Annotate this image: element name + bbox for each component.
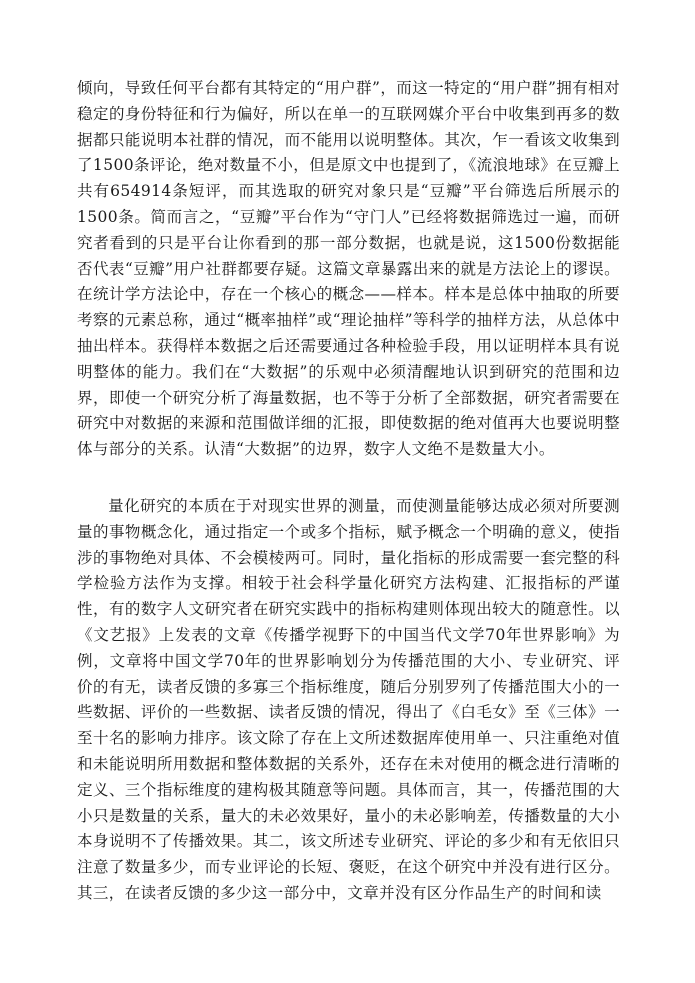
paragraph-1-text: 倾向，导致任何平台都有其特定的“用户群”，而这一特定的“用户群”拥有相对稳定的身份特征和行为偏好，所以在单一的互联网媒介平台中收集到再多的数据都只能说明本社群的情况，而不能用以说明整体。其次，乍一看该文收集到了1500条评论，绝对数量不小，但是原文中也提到了，《流浪地球》在豆瓣上共有654914条短评，而其选取的研究对象只是“豆瓣”平台筛选后所展示的1500条。简而言之，“豆瓣”平台作为“守门人”已经将数据筛选过一遍，而研究者看到的只是平台让你看到的那一部分数据，也就是说，这1500份数据能否代表“豆瓣”用户社群都要存疑。这篇文章暴露出来的就是方法论上的谬误。在统计学方法论中，存在一个核心的概念——样本。样本是总体中抽取的所要考察的元素总称，通过“概率抽样”或“理论抽样”等科学的抽样方法，从总体中抽出样本。获得样本数据之后还需要通过各种检验手段，用以证明样本具有说明整体的能力。我们在“大数据”的乐观中必须清醒地认识到研究的范围和边界，即使一个研究分析了海量数据，也不等于分析了全部数据，研究者需要在研究中对数据的来源和范围做详细的汇报，即使数据的绝对值再大也要说明整体与部分的关系。认清“大数据”的边界，数字人文绝不是数量大小。	[77, 79, 620, 459]
paragraph-1	[77, 76, 620, 463]
paragraph-2-text: 量化研究的本质在于对现实世界的测量，而使测量能够达成必须对所要测量的事物概念化，通过指定一个或多个指标，赋予概念一个明确的意义，使指涉的事物绝对具体、不会模棱两可。同时，量化指标的形成需要一套完整的科学检验方法作为支撑。相较于社会科学量化研究方法构建、汇报指标的严谨性，有的数字人文研究者在研究实践中的指标构建则体现出较大的随意性。以《文艺报》上发表的文章《传播学视野下的中国当代文学70年世界影响》为例，文章将中国文学70年的世界影响划分为传播范围的大小、专业研究、评价的有无，读者反馈的多寡三个指标维度，随后分别罗列了传播范围大小的一些数据、评价的一些数据、读者反馈的情况，得出了《白毛女》至《三体》一至十名的影响力排序。该文除了存在上文所述数据库使用单一、只注重绝对值和未能说明所用数据和整体数据的关系外，还存在未对使用的概念进行清晰的定义、三个指标维度的建构极其随意等问题。具体而言，其一，传播范围的大小只是数量的关系，量大的未必效果好，量小的未必影响差，传播数量的大小本身说明不了传播效果。其二，该文所述专业研究、评论的多少和有无依旧只注意了数量多少，而专业评论的长短、褒贬，在这个研究中并没有进行区分。其三，在读者反馈的多少这一部分中，文章并没有区分作品生产的时间和读	[77, 497, 620, 902]
paragraph-2	[77, 494, 620, 907]
